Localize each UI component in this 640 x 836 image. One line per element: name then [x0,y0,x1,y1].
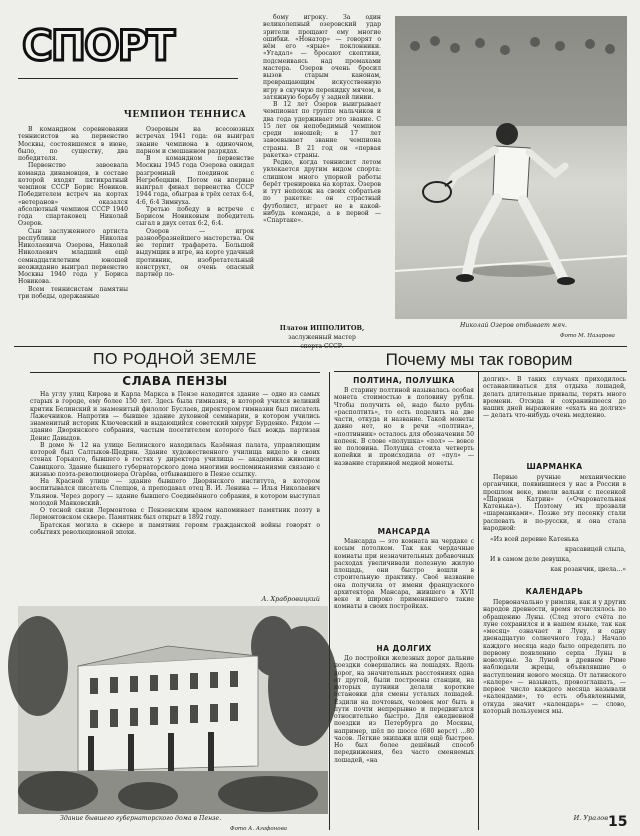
native-land-author: А. Храбровицкий [261,595,320,603]
native-land-text: На углу улиц Кирова и Карла Маркса в Пензе находится здание — одно из самых старых в городе, ему более 150 лет. Здесь была гимназия, в которой учился великий критик Белинский и знаменитый филолог Буслаев, директором гимназии был писатель Лажечников. Напротив — бывшее здание духовной семинарии, в котором учились знаменитый историк Ключевский и выдающийся советский хирург Бурденко. Рядом — здание Дворянского собрания, частым посетителем которого был вождь партизан Денис Давыдов. В доме № 12 на улице Белинского находилась Казённая палата, управляющим которой был Салтыков-Щедрин. Здание художественного училища видело в своих стенах Горького, бывшего в гостях у директора училища — академика живописи Савицкого. Здание бывшего губернаторского дома многими воспоминаниями связано с жизнью поэта-революционера Огарёва, отбывавшего в Пензе ссылку. На Красной улице — здание бывшего Дворянского института, в котором воспитывался писатель Слепцов, а преподавал отец В. И. Ленина — Илья Николаевич Ульянов. Через дорогу — здание бывшего Соединённого собрания, в котором выступал молодой Маяковский. О тесной связи Лермонтова с Пензенским краем напоминает памятник поэту в Лермонтовском сквере. Памятник был открыт в 1892 году. Братская могила в сквере и памятник героям гражданской войны говорят о событиях революционной эпохи. [30,391,320,536]
calendar-heading: КАЛЕНДАРЬ [525,587,584,596]
poltina-text: В старину полтиной называлась особая монета стоимостью в половину рубля. Чтобы получить её, надо было рубль «располтить», то есть поделить на две части, откуда и название. Такой монеты давно нет, но в речи «полтина», «полтинник» осталось для обозначения 50 копеек. В слове «полушка» «пол» — вовсе не половина. Полушка стоила четверть копейки и происходила от «пул» — название старинной медной монеты. [334,387,474,467]
sport-masthead [18,18,174,70]
tennis-photo-caption: Николай Озеров отбивает мяч. [460,322,567,329]
tennis-player-illustration [395,16,627,319]
verse-line-4: как розанчик, цвела...» [550,566,626,573]
governor-house-caption: Здание бывшего губернаторского дома в Пензе. [60,815,222,822]
champion-col-3: бому игроку. За один великолепный озеровский удар зрители прощают ему многие ошибки. «Нонатор» — говорят о нём его «ярые» поклонники. «Угадал» — бросают скептики, подсмеиваясь над промахами мастера. Озеров очень бросил вызов старым канонам, превращающим искусственную игру в скучную перекидку мячом, в затяжную борьбу у задней линии. В 12 лет Озеров выигрывает чемпионат по группе мальчиков и два года удерживает это звание. С 15 лет он непобедимый чемпион среди юношей; в 17 лет завоевывает звание чемпиона страны. В 21 год он «первая ракетка» страны. Редко, когда теннисист летом увлекается другим видом спорта: слишком много упорной работы берёт тренировка на кортах. Озеров и тут непохож на своих собратьев по ракетке: он страстный футболист, играет не в какой-нибудь команде, а в первой — «Спартаке». [263,14,381,224]
na-dolgih-text: До постройки железных дорог дальние поездки совершались на лошадях. Вдоль дорог, на значительных расстояниях одна от другой, были построены станции, на которых путники делали короткие остановки для смены усталых лошадей. Ездили на почтовых, человек мог быть в пути почти непрерывно и передвигался относительно быстро. Для ежедневной поездки из Петербурга до Москвы, например, шёл по шоссе (680 верст) ...80 часов. Легкие экипажи шли ещё быстрее. Но был более дешёвый способ передвижения, без часто сменяемых лошадей, «на [334,655,474,764]
calendar-author: И. Уралов [573,814,608,822]
native-land-heading: СЛАВА ПЕНЗЫ [122,374,228,388]
na-dolgih-heading: НА ДОЛГИХ [376,644,432,653]
column-divider-2 [478,372,479,830]
champion-col-1: В командном соревновании теннисистов на первенство Москвы, состоявшемся в июне, было, по существу, два победителя. Первенство завоевала команда динамовцев, в составе которой входят пятикратный чемпион СССР Борис Новиков. Победителем встреч на кортах «ветеранов» оказался абсолютный чемпион СССР 1940 года спартаковец Николай Озеров. Сын заслуженного артиста республики Николая Николаевича Озерова, Николай Николаевич младший ещё семнадцатилетним юношей неожиданно выиграл первенство Москвы 1940 года у Бориса Новикова. Всем теннисистам памятны три победы, одержанные [18,126,128,300]
champion-author: Платон ИППОЛИТОВ, [279,324,365,332]
champion-col-2: Озеровым на всесоюзных встречах 1941 года: он выиграл звание чемпиона в одиночном, парном и смешанном разрядах. В командном первенстве Москвы 1945 года Озерова ожидал разгромный поединок с Негребецким. Потом он впервые выиграл финал первенства СССР 1944 года, обыграв в трёх сетах 6:4, 4:6, 6:4 Зимнуха. Третью победу в встрече с Борисом Новиковым победитель сыгал в двух сетах 6:2, 6:4. Озеров — игрок разнообразнейшего мастерства. Он не терпит трафарета. Большой выдумщик в игре, на корте удачный противник, изобретательный конструкт, он очень опасный партнёр ло- [136,126,254,278]
section-divider [14,346,627,347]
building-illustration [18,606,328,814]
sharmanka-heading: ШАРМАНКА [526,462,583,471]
masthead-lettering [18,18,174,70]
native-land-rule [30,372,320,373]
masthead-rule [18,78,238,79]
tennis-photo-credit: Фото М. Назарова [560,333,615,339]
why-we-say-rule [334,371,627,372]
native-land-section-title: ПО РОДНОЙ ЗЕМЛЕ [93,351,257,368]
tennis-photo [395,16,627,319]
governor-house-credit: Фото А. Агафонова [230,826,288,832]
sharmanka-verse [490,535,626,575]
page-number: 15 [608,814,628,830]
poltina-heading: ПОЛТИНА, ПОЛУШКА [353,376,455,385]
calendar-text: Первоначально у римлян, как и у других народов древности, время исчислялось по обращению Луны. (След этого счёта по луне сохранился и в нашем языке, так как «месяц» означает и Луну, и одну двенадцатую солнечного года.) Начало каждого месяца надо было определять по первому появлению серпа Луны в новолунье. За Луной в древнем Риме наблюдали жрецы, объявлявшие о наступлении нового месяца. От латинского «калере» — называть, провозглашать, — первое число каждого месяца называли «календами», то есть объявленными, откуда значит «календарь» — слово, который пользуемся мы. [483,599,626,715]
mansarda-text: Мансарда — это комната на чердаке с косым потолком. Так как чердачные комнаты при незначительных добавочных расходах увеличивали полезную жилую площадь, они быстро вошли в строительную практику. Своё название она получила от имени французского архитектора Мансара, жившего в XVII веке и широко применявшего такие комнаты в своих постройках. [334,538,474,611]
column-divider [329,372,330,830]
verse-line-1: «Из всей деревне Катенька [490,536,579,543]
verse-line-2: красавицей слыла, [565,546,626,553]
mansarda-heading: МАНСАРДА [377,527,431,536]
sharmanka-text: Первые ручные механические органчики, появившиеся у нас в России в прошлом веке, имели вальки с песенкой «Шарман Катрин» («Очаровательная Катенька»). Поэтому их прозвали «шарманками». Позже эту песенку стали распевать и по-русски, и она стала народной: [483,474,626,532]
na-dolgih-continued: долгих». В таких случаях приходилось останавливаться для отдыха лошадей, делать длительные привалы, терять много времени. Отсюда и сохранившееся до наших дней выражение «ехать на долгих» — делать что-нибудь очень медленно. [483,376,626,420]
governor-house-photo [18,606,328,814]
champion-author-title-1: заслуженный мастер [288,334,356,341]
why-we-say-section-title: Почему мы так говорим [385,350,573,369]
masthead-title-text: СПОРТ [22,21,174,70]
champion-heading: ЧЕМПИОН ТЕННИСА [123,110,247,120]
verse-line-3: И в самом деле девушка, [490,556,571,563]
